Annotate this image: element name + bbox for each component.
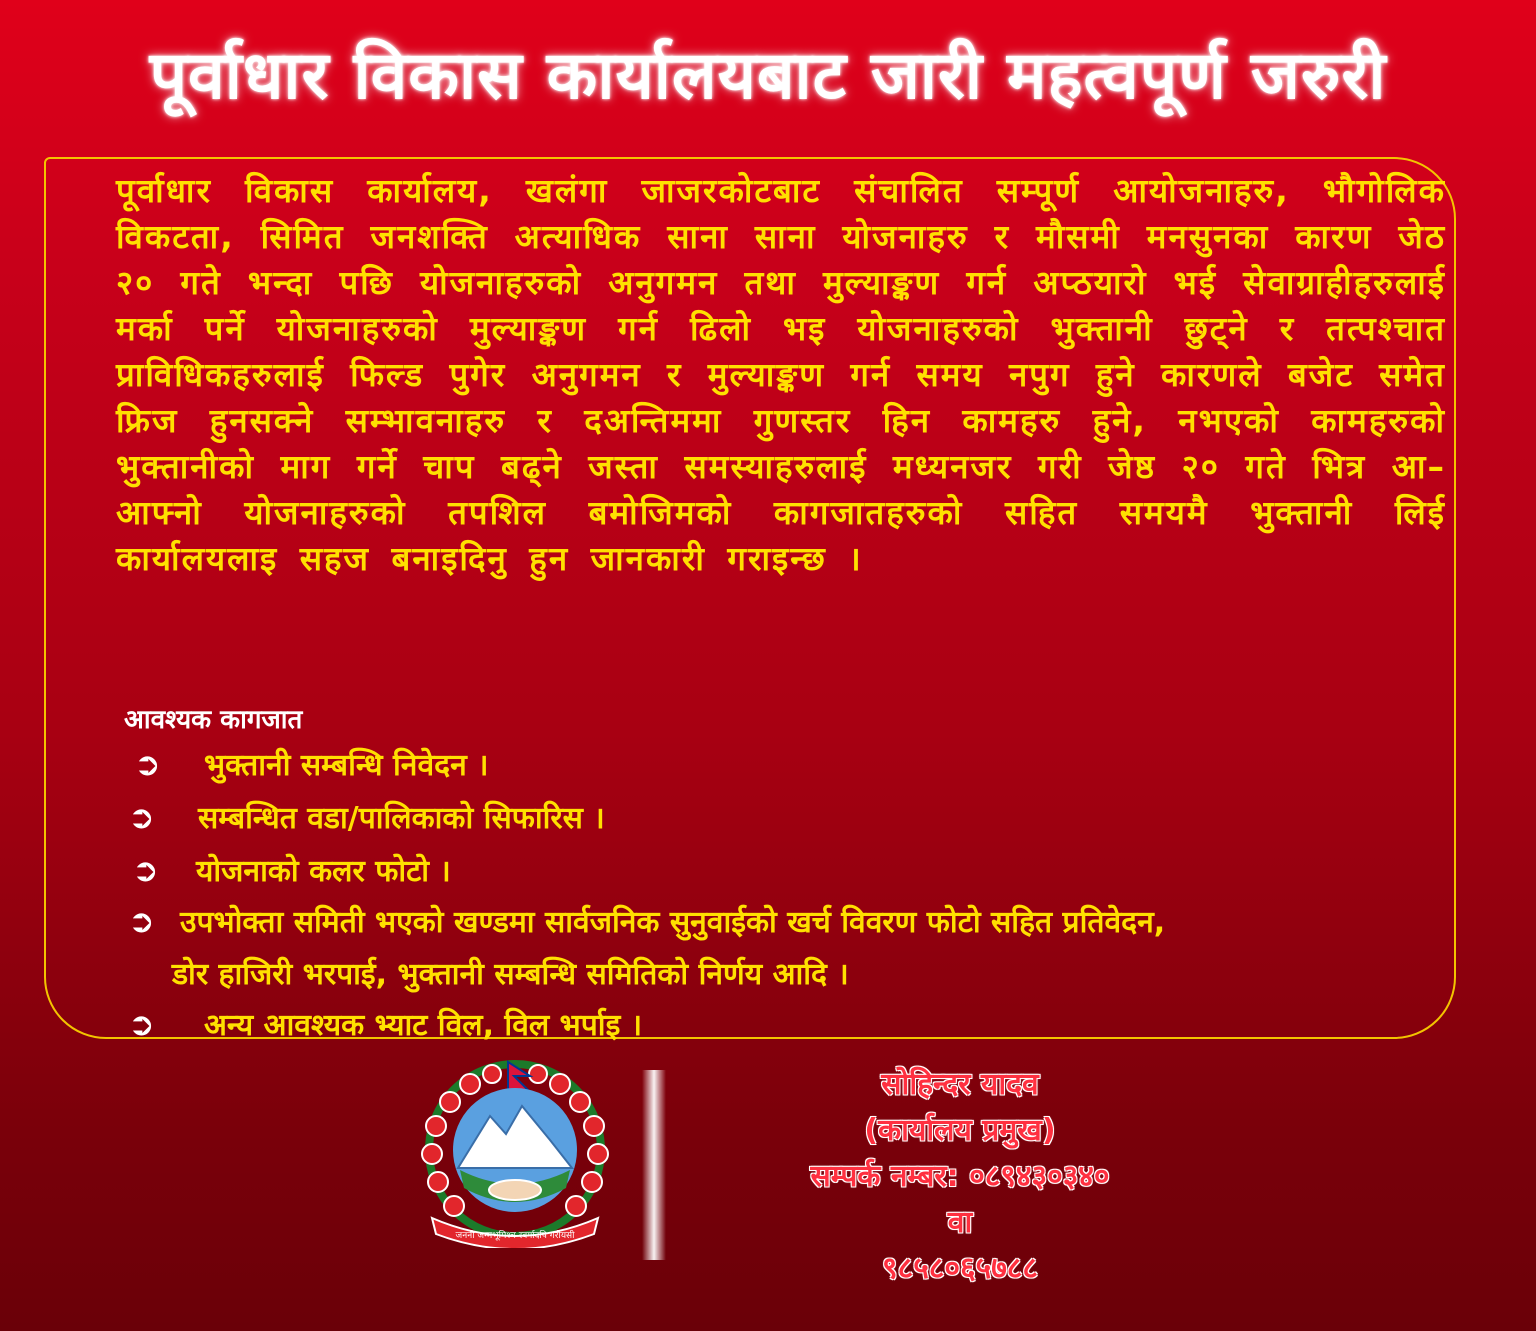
vertical-divider <box>642 1070 666 1260</box>
contact-role: (कार्यालय प्रमुख) <box>864 1113 1056 1148</box>
nepal-emblem <box>410 1058 620 1248</box>
arrow-icon: ➲ <box>128 1005 155 1043</box>
contact-or: वा <box>947 1205 973 1240</box>
document-item-3 <box>132 849 451 890</box>
document-item-label: अन्य आवश्यक भ्याट विल, विल भर्पाइ । <box>204 1008 643 1043</box>
emblem-motto: जननी जन्मभूमिश्च स्वर्गादपि गरीयसी <box>455 1231 575 1241</box>
document-item-5 <box>128 1003 642 1044</box>
page-title: पूर्वाधार विकास कार्यालयबाट जारी महत्वपूर्ण जरुरी <box>149 37 1387 114</box>
documents-heading: आवश्यक कागजात <box>124 705 303 735</box>
document-item-label: योजनाको कलर फोटो । <box>196 854 451 889</box>
arrow-icon: ➲ <box>128 902 155 940</box>
emblem-icon <box>410 1058 620 1248</box>
arrow-icon: ➲ <box>132 851 159 889</box>
document-item-label: सम्बन्धित वडा/पालिकाको सिफारिस । <box>198 801 605 836</box>
document-item-4-continued: डोर हाजिरी भरपाई, भुक्तानी सम्बन्धि समितिको निर्णय आदि । <box>172 957 849 992</box>
document-item-4 <box>128 900 1165 941</box>
contact-block <box>680 1062 1240 1292</box>
document-item-label: उपभोक्ता समिती भएको खण्डमा सार्वजनिक सुनुवाईको खर्च विवरण फोटो सहित प्रतिवेदन, <box>180 905 1166 940</box>
contact-mobile: ९८५८०६५७८८ <box>882 1251 1038 1286</box>
arrow-icon: ➲ <box>134 745 161 783</box>
contact-name: सोहिन्दर यादव <box>881 1067 1039 1102</box>
notice-body-text: पूर्वाधार विकास कार्यालय, खलंगा जाजरकोटबाट संचालित सम्पूर्ण आयोजनाहरु, भौगोलिक विकटता, सिमित जनशक्ति अत्याधिक साना साना योजनाहरु र मौसमी मनसुनका कारण जेठ २० गते भन्दा पछि योजनाहरुको अनुगमन तथा मुल्याङ्कण गर्न अप्ठयारो भई सेवाग्राहीहरुलाई मर्का पर्ने योजनाहरुको मुल्याङ्कण गर्न ढिलो भइ योजनाहरुको भुक्तानी छुट्ने र तत्पश्चात प्राविधिकहरुलाई फिल्ड पुगेर अनुगमन र मुल्याङ्कण गर्न समय नपुग हुने कारणले बजेट समेत फ्रिज हुनसक्ने सम्भावनाहरु र दअन्तिममा गुणस्तर हिन कामहरु हुने, नभएको कामहरुको भुक्तानीको माग गर्ने चाप बढ्ने जस्ता समस्याहरुलाई मध्यनजर गरी जेष्ठ २० गते भित्र आ–आफ्नो योजनाहरुको तपशिल बमोजिमको कागजातहरुको सहित समयमै भुक्तानी लिई कार्यालयलाइ सहज बनाइदिनु हुन जानकारी गराइन्छ । <box>116 171 1446 578</box>
arrow-icon: ➲ <box>128 798 155 836</box>
document-item-2 <box>128 796 605 837</box>
document-item-1 <box>134 743 489 784</box>
document-item-label: भुक्तानी सम्बन्धि निवेदन । <box>204 748 489 783</box>
contact-phone: सम्पर्क नम्बर: ०८९४३०३४० <box>810 1159 1110 1194</box>
